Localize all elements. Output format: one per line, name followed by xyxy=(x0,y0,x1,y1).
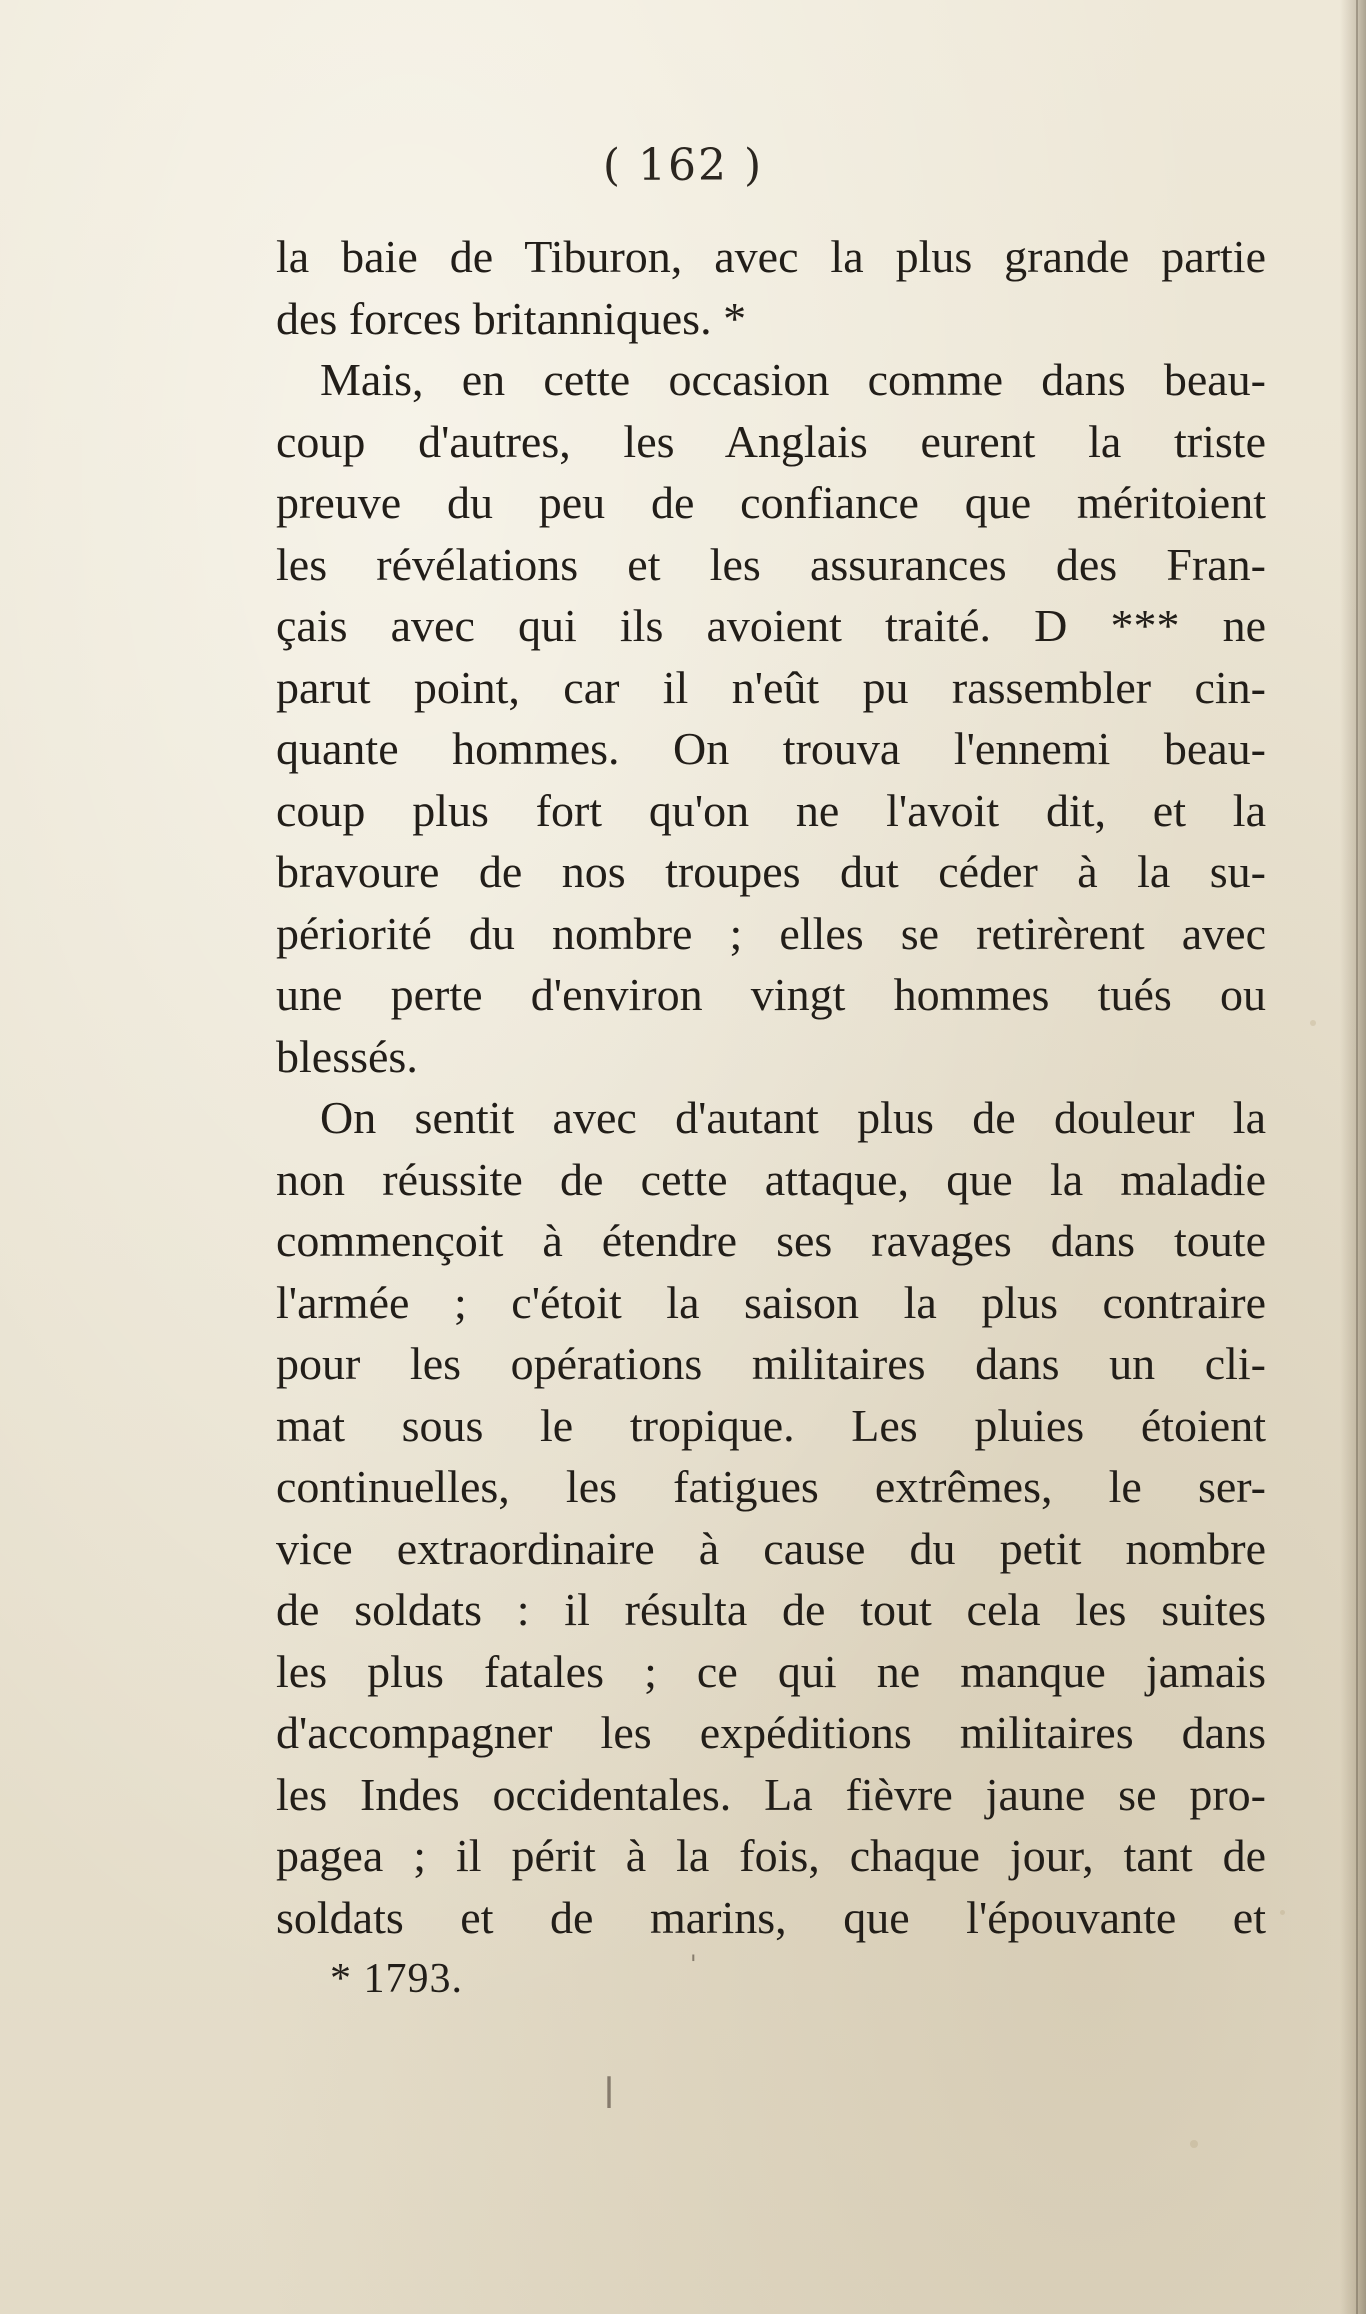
text-line: de soldats : il résulta de tout cela les suites xyxy=(276,1584,1266,1635)
paper-mark: ǀ xyxy=(604,2070,615,2110)
text-line: commençoit à étendre ses ravages dans toute xyxy=(276,1215,1266,1266)
text-line: Mais, en cette occasion comme dans beau- xyxy=(320,354,1266,405)
text-line: On sentit avec d'autant plus de douleur la xyxy=(320,1092,1266,1143)
text-line: des forces britanniques. * xyxy=(276,292,747,344)
text-line: vice extraordinaire à cause du petit nombre xyxy=(276,1522,1266,1574)
text-line: mat sous le tropique. Les pluies étoient xyxy=(276,1399,1266,1451)
text-line: d'accompagner les expéditions militaires dans xyxy=(276,1707,1266,1758)
text-line: parut point, car il n'eût pu rassembler cin- xyxy=(276,661,1266,713)
text-line: çais avec qui ils avoient traité. D *** ne xyxy=(276,600,1266,651)
text-line: les révélations et les assurances des Fran- xyxy=(276,538,1266,590)
text-line: pagea ; il périt à la fois, chaque jour, tant de xyxy=(276,1830,1266,1881)
text-line: les Indes occidentales. La fièvre jaune se pro- xyxy=(276,1768,1266,1820)
page-edge-shadow xyxy=(1340,0,1366,2314)
text-line: pour les opérations militaires dans un cli- xyxy=(276,1338,1266,1389)
text-line: bravoure de nos troupes dut céder à la su- xyxy=(276,846,1266,897)
body-text xyxy=(276,226,1266,1948)
text-line: preuve du peu de confiance que méritoient xyxy=(276,477,1266,528)
foxing-spot xyxy=(1190,2140,1198,2148)
paper-mark: ' xyxy=(690,1950,697,1978)
text-line: continuelles, les fatigues extrêmes, le ser- xyxy=(276,1461,1266,1512)
text-line: quante hommes. On trouva l'ennemi beau- xyxy=(276,723,1266,774)
foxing-spot xyxy=(1310,1020,1316,1026)
text-line: blessés. xyxy=(276,1030,418,1082)
foxing-spot xyxy=(1280,1910,1285,1915)
page-number-header: ( 162 ) xyxy=(602,140,764,191)
text-line: une perte d'environ vingt hommes tués ou xyxy=(276,969,1266,1020)
footnote: * 1793. xyxy=(330,1956,463,2002)
text-line: coup plus fort qu'on ne l'avoit dit, et la xyxy=(276,784,1266,836)
text-line: la baie de Tiburon, avec la plus grande partie xyxy=(276,231,1266,282)
text-line: soldats et de marins, que l'épouvante et xyxy=(276,1891,1266,1943)
text-line: les plus fatales ; ce qui ne manque jamais xyxy=(276,1645,1266,1697)
text-line: l'armée ; c'étoit la saison la plus contraire xyxy=(276,1276,1266,1328)
text-line: non réussite de cette attaque, que la maladie xyxy=(276,1153,1266,1205)
text-line: périorité du nombre ; elles se retirèrent avec xyxy=(276,907,1266,959)
page-edge-line xyxy=(1356,0,1358,2314)
text-line: coup d'autres, les Anglais eurent la triste xyxy=(276,415,1266,467)
